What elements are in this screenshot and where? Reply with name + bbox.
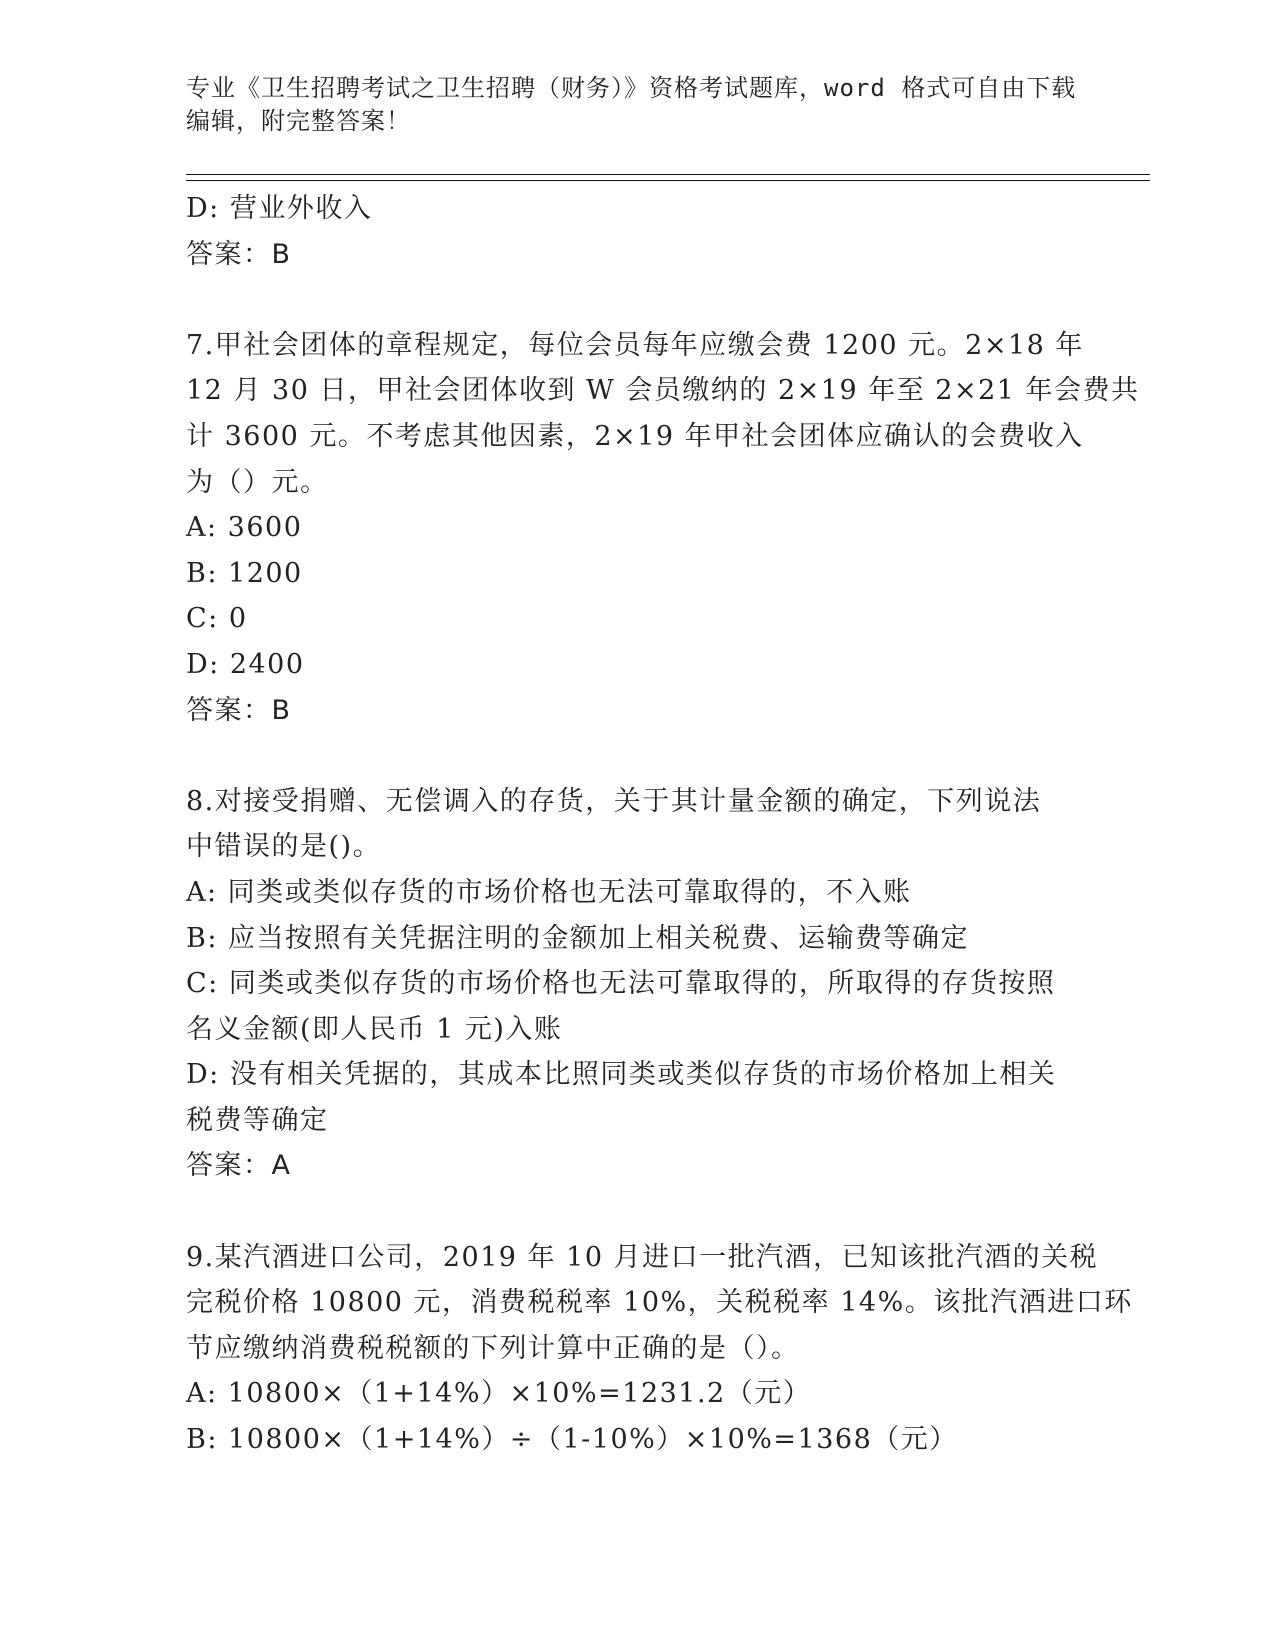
question-9 — [186, 1235, 1133, 1463]
question-content — [186, 186, 1140, 1463]
document-header — [186, 72, 1086, 138]
question-text-line: 8.对接受捐赠、无偿调入的存货，关于其计量金额的确定，下列说法 — [186, 785, 1042, 817]
header-line-2: 编辑，附完整答案！ — [186, 107, 411, 135]
spacer — [186, 277, 1086, 323]
question-8 — [186, 779, 1086, 1189]
spacer — [186, 733, 1086, 779]
option-a: A: 3600 — [186, 512, 303, 544]
option-d: D: 2400 — [186, 648, 305, 680]
option-a: A: 同类或类似存货的市场价格也无法可靠取得的，不入账 — [186, 876, 912, 908]
option-c: C: 同类或类似存货的市场价格也无法可靠取得的，所取得的存货按照 — [186, 968, 1056, 1000]
header-divider-top — [186, 174, 1150, 175]
question-text-line: 为（）元。 — [186, 466, 329, 498]
option-d-continued: 税费等确定 — [186, 1104, 329, 1136]
header-line-1: 专业《卫生招聘考试之卫生招聘（财务）》资格考试题库，word 格式可自由下载 — [186, 74, 1077, 102]
option-c-continued: 名义金额(即人民币 1 元)入账 — [186, 1013, 563, 1045]
question-text-line: 12 月 30 日，甲社会团体收到 W 会员缴纳的 2×19 年至 2×21 年会费共 — [186, 375, 1140, 407]
option-d: D: 没有相关凭据的，其成本比照同类或类似存货的市场价格加上相关 — [186, 1059, 1057, 1091]
previous-question-tail — [186, 186, 1086, 277]
question-text-line: 7.甲社会团体的章程规定，每位会员每年应缴会费 1200 元。2×18 年 — [186, 329, 1084, 361]
question-7 — [186, 323, 1140, 733]
question-text-line: 计 3600 元。不考虑其他因素，2×19 年甲社会团体应确认的会费收入 — [186, 420, 1084, 452]
spacer — [186, 1189, 1086, 1235]
option-b: B: 1200 — [186, 557, 303, 589]
question-text-line: 完税价格 10800 元，消费税税率 10%，关税税率 14%。该批汽酒进口环 — [186, 1287, 1133, 1319]
option-d: D: 营业外收入 — [186, 193, 373, 224]
header-divider-bottom — [186, 180, 1150, 181]
option-b: B: 10800×（1+14%）÷（1-10%）×10%=1368（元） — [186, 1424, 958, 1456]
option-a: A: 10800×（1+14%）×10%=1231.2（元） — [186, 1378, 812, 1410]
option-c: C: 0 — [186, 603, 248, 635]
question-text-line: 9.某汽酒进口公司，2019 年 10 月进口一批汽酒，已知该批汽酒的关税 — [186, 1241, 1099, 1273]
question-text-line: 中错误的是()。 — [186, 831, 382, 863]
answer: 答案：B — [186, 694, 292, 726]
answer: 答案：B — [186, 238, 292, 270]
answer: 答案：A — [186, 1150, 292, 1182]
option-b: B: 应当按照有关凭据注明的金额加上相关税费、运输费等确定 — [186, 922, 970, 954]
question-text-line: 节应缴纳消费税税额的下列计算中正确的是（）。 — [186, 1332, 800, 1364]
